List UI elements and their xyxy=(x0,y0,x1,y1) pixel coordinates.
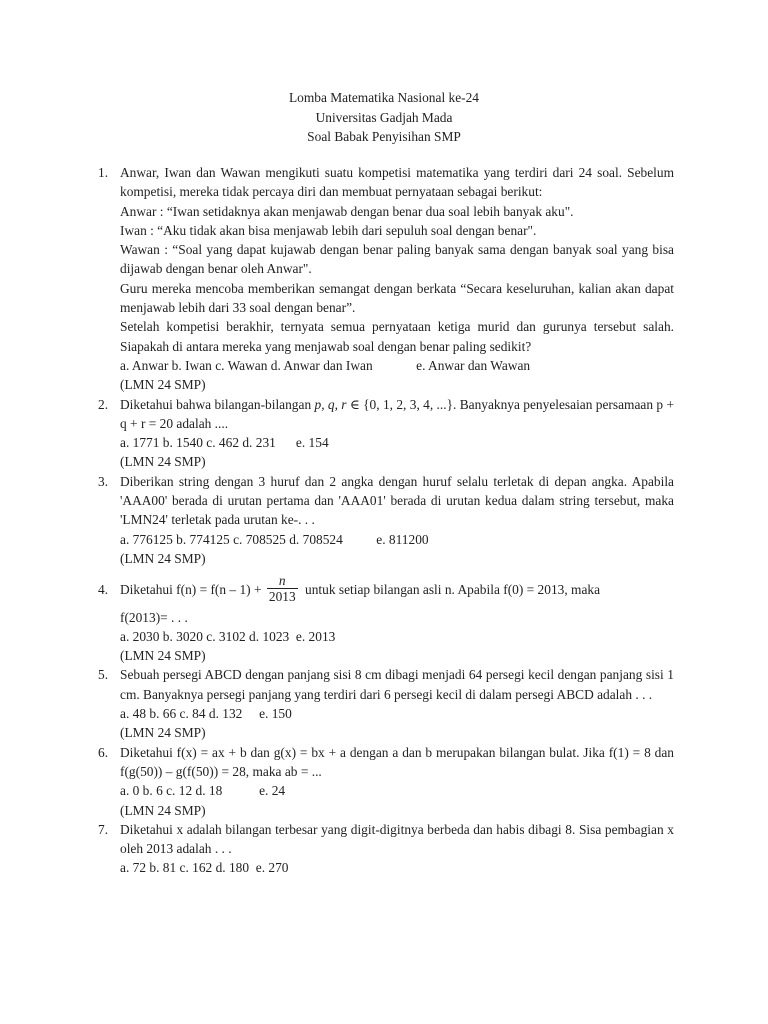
question-text-part: Diketahui f(n) = f(n – 1) + xyxy=(120,582,265,598)
question-source: (LMN 24 SMP) xyxy=(120,454,206,470)
question-number: 2. xyxy=(98,396,109,412)
competition-title: Lomba Matematika Nasional ke-24 xyxy=(288,90,479,105)
question-text xyxy=(120,568,674,604)
answer-options: a. 0 b. 6 c. 12 d. 18 e. 24 xyxy=(120,783,286,799)
answer-options: a. 2030 b. 3020 c. 3102 d. 1023 e. 2013 xyxy=(120,628,336,644)
statement-guru: Guru mereka mencoba memberikan semangat dengan berkata “Secara keseluruhan, kalian akan dapat menjawab lebih dari 33 soal dengan benar”. xyxy=(120,280,674,316)
question-text: Anwar, Iwan dan Wawan mengikuti suatu kompetisi matematika yang terdiri dari 24 soal. Sebelum kompetisi, mereka tidak percaya diri dan membuat pernyataan sebagai berikut: xyxy=(120,165,674,200)
question-text: Sebuah persegi ABCD dengan panjang sisi 8 cm dibagi menjadi 64 persegi kecil dengan panjang sisi 1 cm. Banyaknya persegi panjang yang terdiri dari 6 persegi kecil di dalam persegi ABCD adalah . . . xyxy=(120,667,674,702)
round-title: Soal Babak Penyisihan SMP xyxy=(307,129,461,144)
question-text: Diketahui x adalah bilangan terbesar yang digit-digitnya berbeda dan habis dibagi 8. Sisa pembagian x oleh 2013 adalah . . . xyxy=(120,821,674,857)
question-variables: p, q, r xyxy=(314,396,347,412)
question-source: (LMN 24 SMP) xyxy=(120,725,206,741)
fraction-numerator: n xyxy=(267,573,298,589)
question-list xyxy=(96,163,674,878)
question-number: 5. xyxy=(98,667,109,683)
question-2 xyxy=(96,395,674,472)
question-source: (LMN 24 SMP) xyxy=(120,377,206,393)
question-text: Diberikan string dengan 3 huruf dan 2 angka dengan huruf selalu terletak di depan angka. Apabila 'AAA00' berada di urutan pertama dan 'AAA01' berada di urutan kedua dalam string tersebut, maka 'LMN24' terletak pada urutan ke-. . . xyxy=(120,473,674,528)
question-number: 3. xyxy=(98,473,109,489)
question-4 xyxy=(96,568,674,665)
question-prompt: Setelah kompetisi berakhir, ternyata semua pernyataan ketiga murid dan gurunya tersebut salah. Siapakah di antara mereka yang menjawab soal dengan benar paling sedikit? xyxy=(120,319,674,354)
question-source: (LMN 24 SMP) xyxy=(120,802,206,818)
statement-wawan: Wawan : “Soal yang dapat kujawab dengan benar paling banyak sama dengan banyak soal yang bisa dijawab dengan benar oleh Anwar". xyxy=(120,242,674,277)
question-number: 6. xyxy=(98,744,109,760)
question-text xyxy=(120,395,674,434)
question-number: 1. xyxy=(98,165,109,180)
question-number: 7. xyxy=(98,821,109,837)
question-source: (LMN 24 SMP) xyxy=(120,550,206,566)
answer-options: a. Anwar b. Iwan c. Wawan d. Anwar dan Iwan e. Anwar dan Wawan xyxy=(120,357,531,373)
question-6 xyxy=(96,743,674,820)
question-text-part: ∈ {0, 1, 2, 3, 4, ...}. Banyaknya penyelesaian persamaan p + q + r = 20 adalah .... xyxy=(120,396,675,431)
question-5 xyxy=(96,665,674,742)
statement-anwar: Anwar : “Iwan setidaknya akan menjawab dengan benar dua soal lebih banyak aku". xyxy=(120,203,574,219)
statement-iwan: Iwan : “Aku tidak akan bisa menjawab lebih dari sepuluh soal dengan benar". xyxy=(120,222,537,238)
question-3 xyxy=(96,472,674,568)
document-header xyxy=(0,88,768,147)
answer-options: a. 776125 b. 774125 c. 708525 d. 708524 e. 811200 xyxy=(120,531,429,547)
question-text-part: untuk setiap bilangan asli n. Apabila f(0) = 2013, maka xyxy=(301,582,601,598)
answer-options: a. 72 b. 81 c. 162 d. 180 e. 270 xyxy=(120,860,289,876)
question-text-part: Diketahui bahwa bilangan-bilangan xyxy=(120,396,315,412)
answer-options: a. 48 b. 66 c. 84 d. 132 e. 150 xyxy=(120,706,292,722)
question-source: (LMN 24 SMP) xyxy=(120,648,206,664)
question-number: 4. xyxy=(98,582,109,598)
question-text-continued: f(2013)= . . . xyxy=(120,609,188,625)
question-text: Diketahui f(x) = ax + b dan g(x) = bx + a dengan a dan b merupakan bilangan bulat. Jika f(1) = 8 dan f(g(50)) – g(f(50)) = 28, maka ab = ... xyxy=(120,744,674,779)
question-1 xyxy=(96,163,674,395)
university-name: Universitas Gadjah Mada xyxy=(315,109,453,125)
fraction-denominator: 2013 xyxy=(268,588,296,604)
question-7 xyxy=(96,820,674,878)
fraction xyxy=(267,573,298,604)
answer-options: a. 1771 b. 1540 c. 462 d. 231 e. 154 xyxy=(120,435,329,451)
